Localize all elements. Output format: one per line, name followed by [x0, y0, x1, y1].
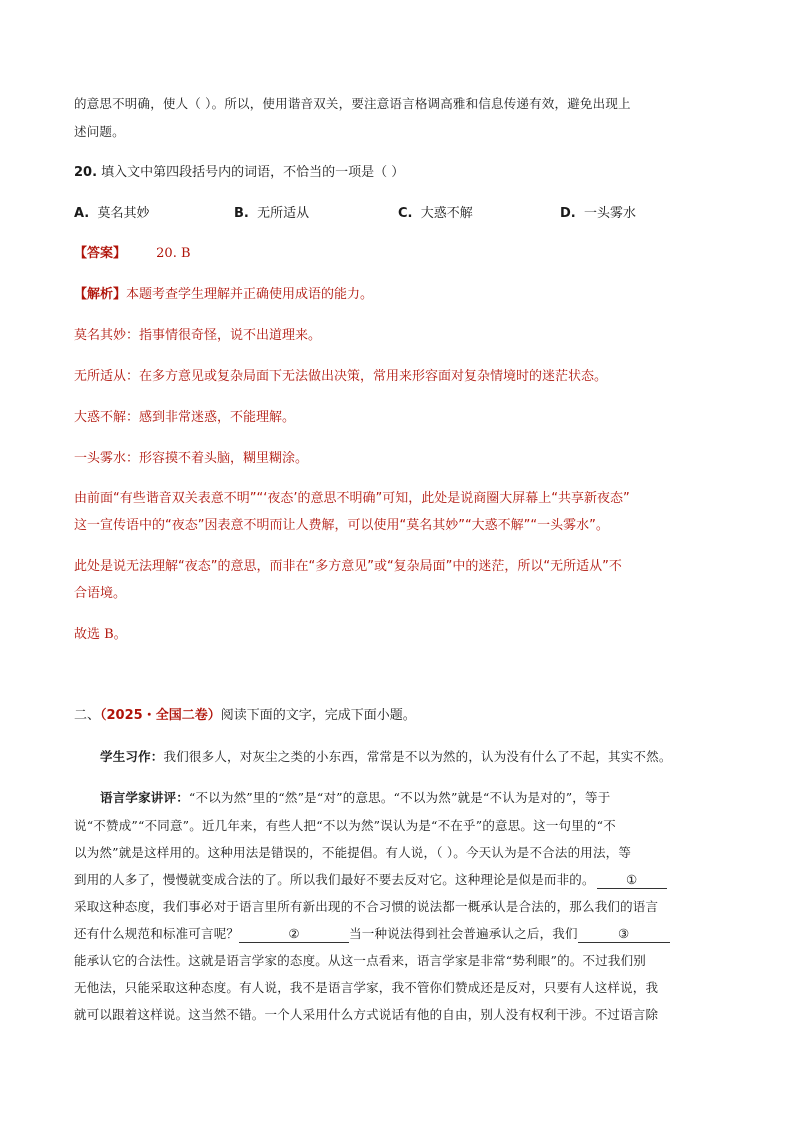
passage-p2-line-5: 采取这种态度，我们事必对于语言里所有新出现的不合习惯的说法都一概承认是合法的，那么我们的语言 — [74, 899, 659, 914]
analysis-conclusion: 故选 B。 — [74, 627, 127, 642]
analysis-para-2-line-1: 此处是说无法理解“夜态”的意思，而非在“多方意见”或“复杂局面”中的迷茫，所以“无所适从”不 — [74, 559, 622, 574]
analysis-label: 【解析】 — [74, 287, 127, 302]
passage-p2-label: 语言学家讲评： — [100, 790, 189, 805]
passage-p2-line-9: 就可以跟着这样说。这当然不错。一个人采用什么方式说话有他的自由，别人没有权利干涉。不过语言除 — [74, 1007, 659, 1022]
analysis-item-1: 莫名其妙：指事情很奇怪，说不出道理来。 — [74, 328, 322, 343]
analysis-para-1-line-2: 这一宣传语中的“夜态”因表意不明而让人费解，可以使用“莫名其妙”“大惑不解”“一头雾水”。 — [74, 518, 609, 533]
section-number: 二、 — [74, 708, 101, 723]
passage-p2-line-6: 还有什么规范和标准可言呢？ ② 当一种说法得到社会普遍承认之后，我们 ③ — [74, 926, 724, 943]
answer-line — [74, 246, 724, 262]
intro-line-1: 的意思不明确，使人（ ）。所以，使用谐音双关，要注意语言格调高雅和信息传递有效，避免出现上 — [74, 96, 631, 111]
analysis-item-3: 大惑不解：感到非常迷惑，不能理解。 — [74, 410, 296, 425]
question-number: 20. — [74, 165, 98, 180]
analysis-item-4: 一头雾水：形容摸不着头脑，糊里糊涂。 — [74, 451, 309, 466]
option-c: C. 大惑不解 — [398, 206, 473, 221]
passage-p1-label: 学生习作： — [100, 749, 164, 764]
section-2-heading — [74, 708, 724, 724]
blank-3[interactable]: ③ — [578, 926, 670, 943]
intro-line-2: 述问题。 — [74, 124, 125, 139]
section-source: （2025・全国二卷） — [100, 708, 221, 723]
option-b: B. 无所适从 — [234, 206, 310, 221]
question-text: 填入文中第四段括号内的词语，不恰当的一项是（ ） — [101, 165, 405, 180]
question-20 — [74, 165, 724, 181]
analysis-intro: 本题考查学生理解并正确使用成语的能力。 — [126, 287, 374, 302]
option-d: D. 一头雾水 — [560, 206, 637, 221]
analysis-para-2-line-2: 合语境。 — [74, 586, 127, 601]
passage-p2-line-7: 能承认它的合法性。这就是语言学家的态度。从这一点看来，语言学家是非常“势利眼”的。不过我们别 — [74, 953, 646, 968]
analysis-item-2: 无所适从：在多方意见或复杂局面下无法做出决策，常用来形容面对复杂情境时的迷茫状态。 — [74, 369, 608, 384]
passage-p1: 学生习作：我们很多人，对灰尘之类的小东西，常常是不以为然的，认为没有什么了不起，其实不然。 — [100, 749, 672, 764]
blank-1[interactable]: ① — [597, 872, 667, 889]
analysis-intro-line — [74, 287, 724, 303]
section-instruction: 阅读下面的文字，完成下面小题。 — [220, 708, 416, 723]
answer-label: 【答案】 — [74, 246, 127, 261]
analysis-para-1-line-1: 由前面“有些谐音双关表意不明”“‘夜态’的意思不明确”可知，此处是说商圈大屏幕上“共享新夜态” — [74, 491, 630, 506]
passage-p2-line-1: 语言学家讲评：“不以为然”里的“然”是“对”的意思。“不以为然”就是“不认为是对的”，等于 — [100, 790, 611, 805]
passage-p2-line-2: 说“不赞成”“不同意”。近几年来，有些人把“不以为然”误认为是“不在乎”的意思。这一句里的“不 — [74, 818, 616, 833]
answer-value: 20. B — [156, 246, 191, 261]
passage-p2-line-4: 到用的人多了，慢慢就变成合法的了。所以我们最好不要去反对它。这种理论是似是而非的。 ① — [74, 872, 724, 889]
blank-2[interactable]: ② — [239, 926, 349, 943]
passage-p2-line-3: 以为然”就是这样用的。这种用法是错误的，不能提倡。有人说，（ ）。今天认为是不合法的用法，等 — [74, 845, 632, 860]
option-a: A. 莫名其妙 — [74, 206, 150, 221]
passage-p2-line-8: 无他法，只能采取这种态度。有人说，我不是语言学家，我不管你们赞成还是反对，只要有人这样说，我 — [74, 980, 659, 995]
